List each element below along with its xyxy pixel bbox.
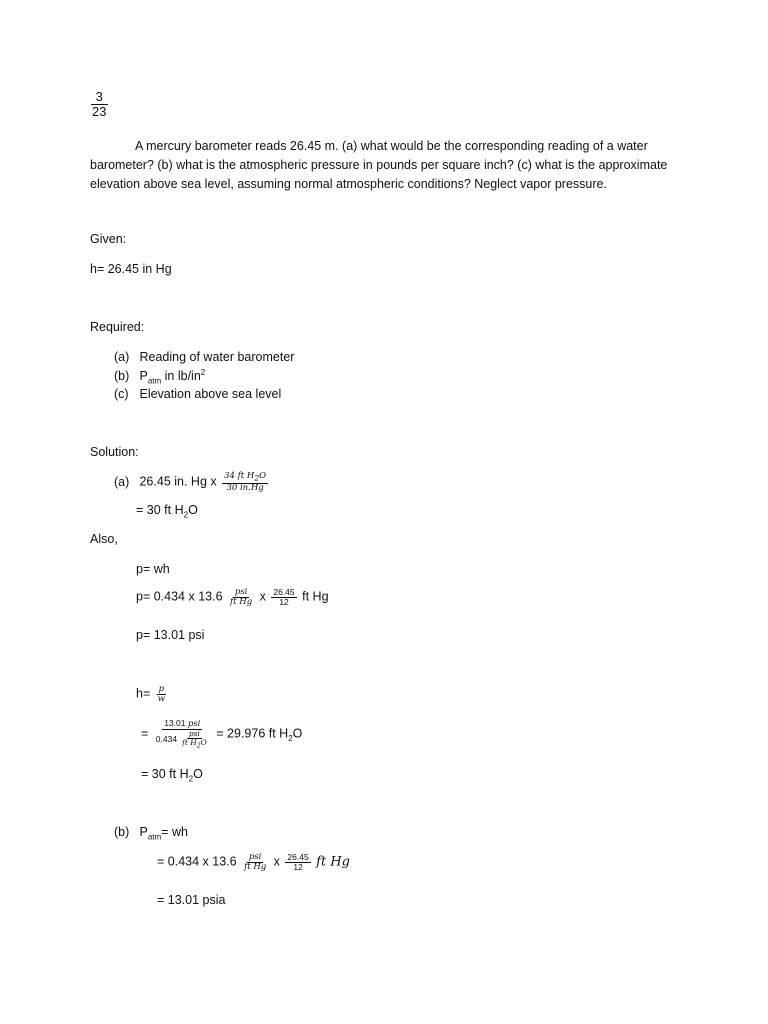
page-number xyxy=(90,90,108,118)
required-b-sup: 2 xyxy=(200,368,206,377)
solution-a-line xyxy=(114,472,270,492)
h-fraction: $\frac{p}{w}$ xyxy=(157,684,166,704)
required-a-text: Reading of water barometer xyxy=(139,350,295,364)
required-b-unit: in lb/in xyxy=(161,369,201,384)
problem-text: A mercury barometer reads 26.45 m. (a) what would be the corresponding reading of a water barometer? (b) what is the atmospheric pressure in pounds per square inch? (c) what is the approximate elevation above sea level, assuming normal atmospheric conditions? Neglect vapor pressure. xyxy=(90,139,668,191)
h-result: = 30 ft $H_2O$ xyxy=(141,767,203,784)
solution-a-fraction xyxy=(222,472,268,492)
also-label: Also, xyxy=(90,532,118,546)
p-calc-lead: p= 0.434 x 13.6 xyxy=(136,589,223,604)
b-calc-frac1: $\frac{\text{psi}}{\text{ft Hg}}$ xyxy=(244,852,267,872)
solution-b-line: (b) $P_{atm}=$ wh xyxy=(114,825,188,842)
solution-a-lead: 26.45 in. Hg x xyxy=(139,474,217,489)
b-calc-frac2: $\frac{26.45}{12}$ xyxy=(287,852,309,872)
solution-b-result: = 13.01 psia xyxy=(157,893,226,907)
page-total: 23 xyxy=(92,103,107,119)
required-b-sub: atm xyxy=(147,376,162,386)
solution-a-result: = 30 ft $H_2O$ xyxy=(136,503,198,520)
required-c-text: Elevation above sea level xyxy=(139,387,282,401)
required-item-b xyxy=(114,368,205,386)
h-equation: h= $\frac{p}{w}$ xyxy=(136,684,166,704)
p-calc-frac2: $\frac{26.45}{12}$ xyxy=(273,587,295,607)
required-a-label: (a) xyxy=(114,350,130,364)
given-heading: Given: xyxy=(90,232,127,246)
p-result: p= 13.01 psi xyxy=(136,628,205,642)
solution-heading: Solution: xyxy=(90,445,139,459)
h-calc-fraction: 13.01 psi 0.434 $\frac{\text{psi}}{ft H_2O}$ xyxy=(155,718,207,750)
solution-a-label: (a) xyxy=(114,474,130,489)
required-item-a xyxy=(114,350,294,364)
solution-a-frac-den: 30 in.Hg xyxy=(226,482,264,493)
required-item-c xyxy=(114,387,281,401)
h-calculation: = 13.01 psi 0.434 $\frac{\text{psi}}{ft H_2O}$ = 29.976 ft $H_2O$ xyxy=(141,718,303,750)
p-calc-frac1: $\frac{\text{psi}}{\text{ft Hg}}$ xyxy=(230,587,253,607)
given-h-line: h= 26.45 in Hg xyxy=(90,262,172,276)
solution-b-calculation: = 0.434 x 13.6 $\frac{\text{psi}}{\text{ft Hg}}$ x $\frac{26.45}{12}$ ft Hg xyxy=(157,852,350,872)
solution-a-frac-num: 34 ft $H_2O$ xyxy=(224,471,267,483)
p-calculation: p= 0.434 x 13.6 $\frac{\text{psi}}{\text{ft Hg}}$ x $\frac{26.45}{12}$ ft Hg xyxy=(136,587,329,607)
required-heading: Required: xyxy=(90,320,145,334)
required-c-label: (c) xyxy=(114,387,129,401)
required-b-label: (b) xyxy=(114,369,130,384)
solution-b-label: (b) xyxy=(114,825,130,839)
p-equation: p= wh xyxy=(136,562,170,576)
page-num: 3 xyxy=(91,90,108,105)
required-b-p: P xyxy=(139,369,148,384)
problem-statement xyxy=(90,137,690,194)
